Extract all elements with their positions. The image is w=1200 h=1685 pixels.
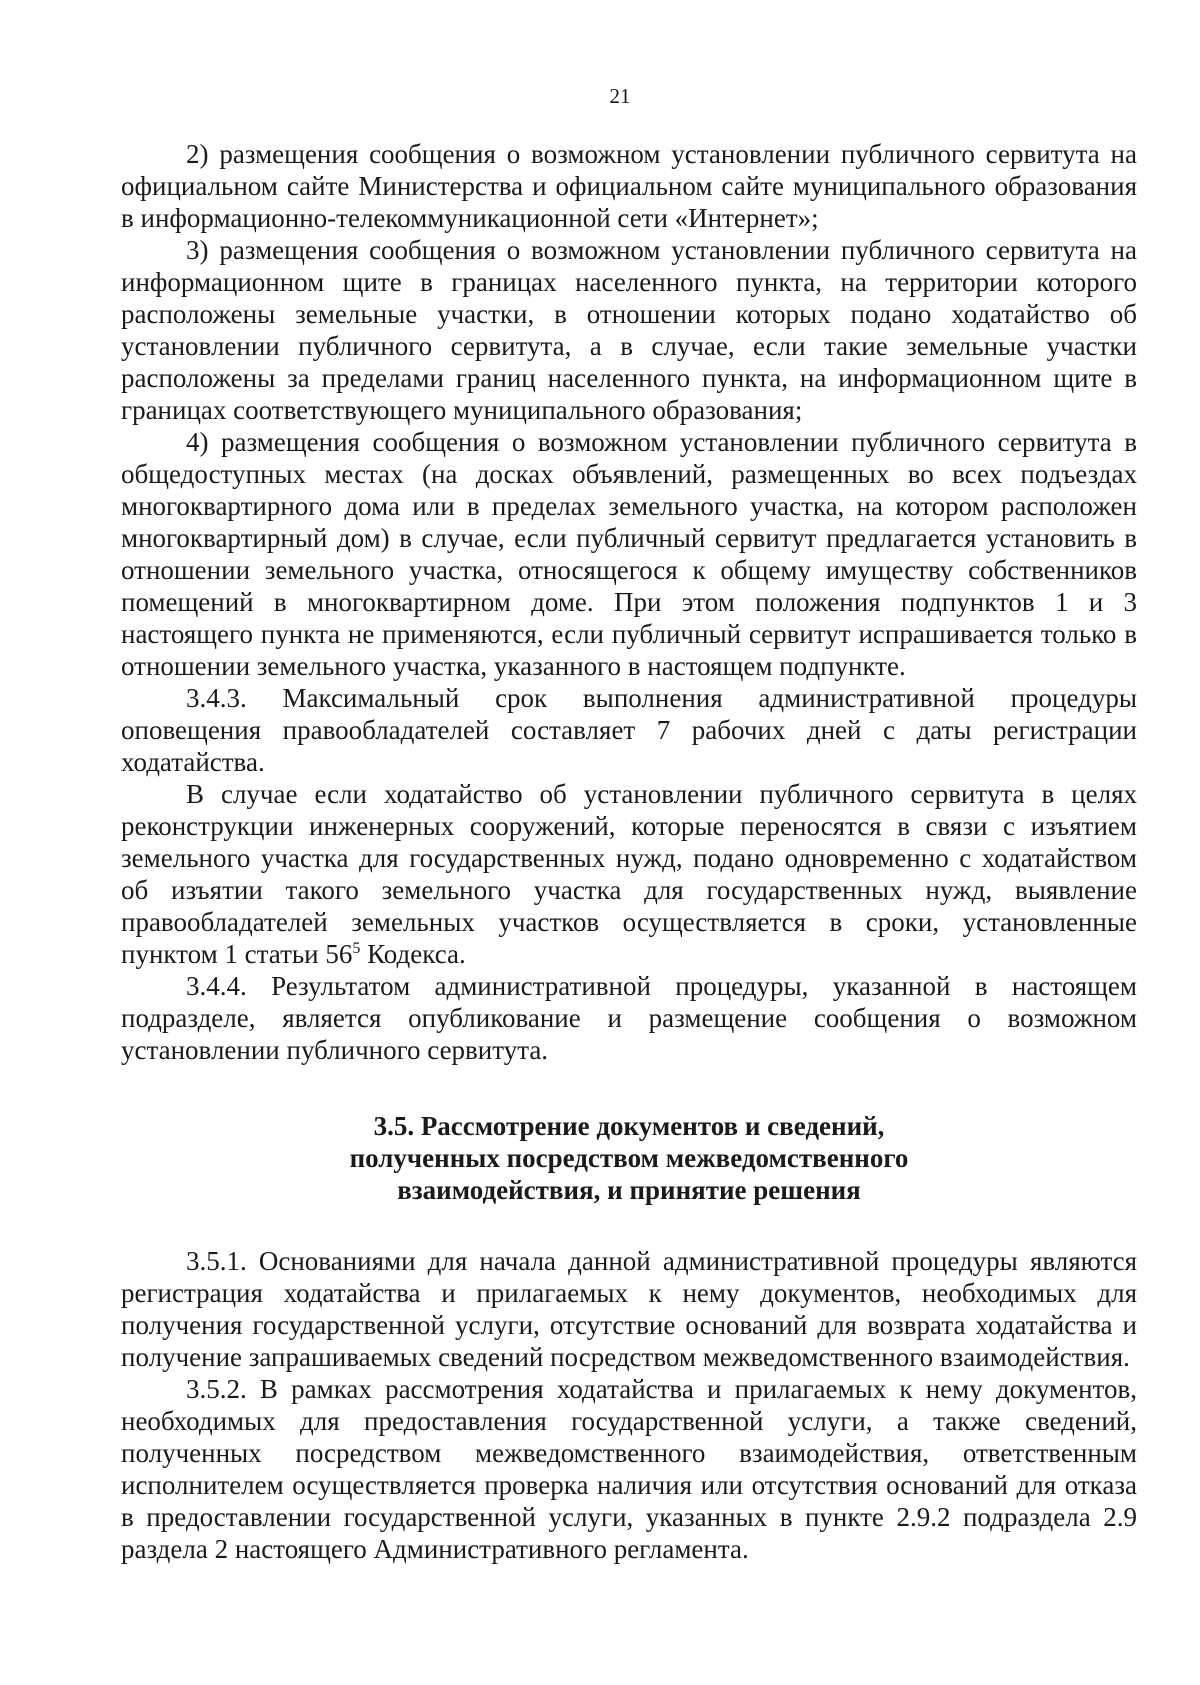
document-body [121, 138, 1137, 1565]
reconstruction-text: В случае если ходатайство об установлении публичного сервитута в целях реконструкции инженерных сооружений, которые переносятся в связи с изъятием земельного участка для государственных нужд, подано одновременно с ходатайством об изъятии такого земельного участка для государственных нужд, выявление правообладателей земельных участков осуществляется в сроки, установленные пунктом 1 статьи 56 [121, 779, 1137, 969]
paragraph-item-4: 4) размещения сообщения о возможном установлении публичного сервитута в общедоступных местах (на досках объявлений, размещенных во всех подъездах многоквартирного дома или в пределах земельного участка, на котором расположен многоквартирный дом) в случае, если публичный сервитут предлагается установить в отношении земельного участка, относящегося к общему имуществу собственников помещений в многоквартирном доме. При этом положения подпунктов 1 и 3 настоящего пункта не применяются, если публичный сервитут испрашивается только в отношении земельного участка, указанного в настоящем подпункте. [121, 427, 1137, 681]
paragraph-3-4-4: 3.4.4. Результатом административной процедуры, указанной в настоящем подразделе, является опубликование и размещение сообщения о возможном установлении публичного сервитута. [121, 971, 1137, 1065]
section-heading-3-5 [121, 1110, 1137, 1206]
paragraph-3-5-1: 3.5.1. Основаниями для начала данной административной процедуры являются регистрация ходатайства и прилагаемых к нему документов, необходимых для получения государственной услуги, отсутствие оснований для возврата ходатайства и получение запрашиваемых сведений посредством межведомственного взаимодействия. [121, 1246, 1137, 1372]
paragraph-item-2: 2) размещения сообщения о возможном установлении публичного сервитута на официальном сайте Министерства и официальном сайте муниципального образования в информационно-телекоммуникационной сети «Интернет»; [121, 139, 1137, 233]
paragraph-reconstruction-case [121, 778, 1137, 970]
paragraph-3-4-3: 3.4.3. Максимальный срок выполнения административной процедуры оповещения правообладателей составляет 7 рабочих дней с даты регистрации ходатайства. [121, 683, 1137, 777]
article-superscript: 5 [352, 940, 361, 957]
heading-line-1: 3.5. Рассмотрение документов и сведений, [373, 1111, 885, 1141]
reconstruction-text-end: Кодекса. [360, 939, 466, 969]
page-number: 21 [609, 84, 631, 108]
heading-line-2: полученных посредством межведомственного [349, 1143, 909, 1173]
paragraph-item-3: 3) размещения сообщения о возможном установлении публичного сервитута на информационном щите в границах населенного пункта, на территории которого расположены земельные участки, в отношении которых подано ходатайство об установлении публичного сервитута, а в случае, если такие земельные участки расположены за пределами границ населенного пункта, на информационном щите в границах соответствующего муниципального образования; [121, 235, 1137, 425]
heading-line-3: взаимодействия, и принятие решения [397, 1175, 861, 1205]
paragraph-3-5-2: 3.5.2. В рамках рассмотрения ходатайства и прилагаемых к нему документов, необходимых для предоставления государственной услуги, а также сведений, полученных посредством межведомственного взаимодействия, ответственным исполнителем осуществляется проверка наличия или отсутствия оснований для отказа в предоставлении государственной услуги, указанных в пункте 2.9.2 подраздела 2.9 раздела 2 настоящего Административного регламента. [121, 1374, 1137, 1564]
